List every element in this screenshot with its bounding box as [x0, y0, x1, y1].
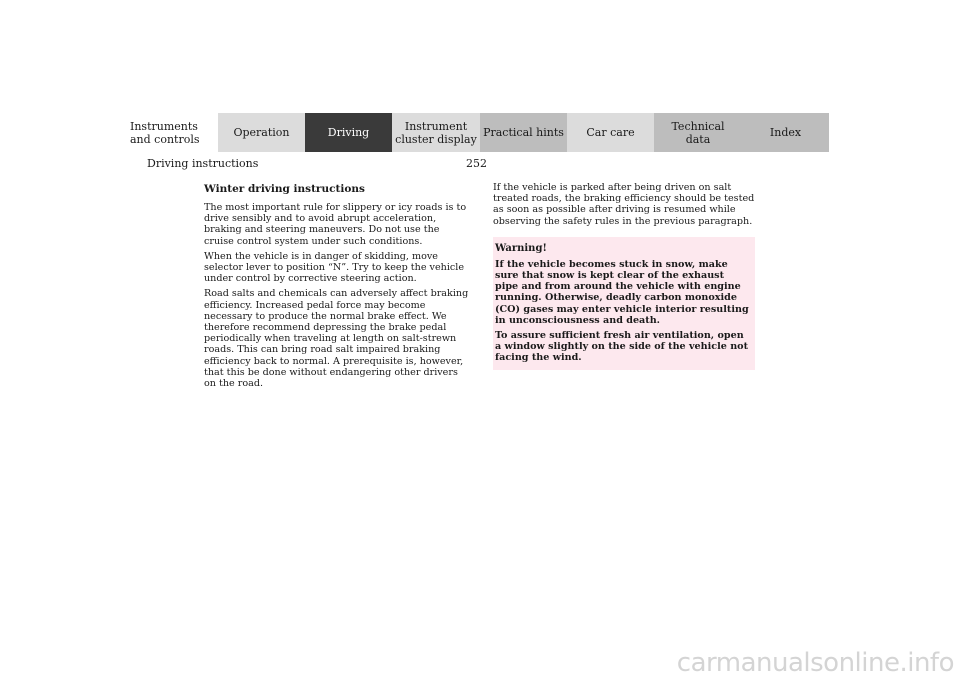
running-header-title: Driving instructions [147, 157, 259, 170]
tab-car-care[interactable]: Car care [567, 113, 654, 152]
page-number: 252 [466, 157, 487, 170]
site-watermark: carmanualsonline.info [676, 648, 954, 678]
paragraph-slippery-roads: The most important rule for slippery or icy roads is to drive sensibly and to avoid abrupt acceleration, braking and steering maneuvers. Do not use the cruise control system under such conditions. [204, 202, 467, 247]
paragraph-parked-vehicle: If the vehicle is parked after being driven on salt treated roads, the braking efficiency should be tested as soon as possible after driving is resumed while observing the safety rules in the previous paragraph. [493, 182, 755, 227]
section-nav-bar [130, 113, 829, 152]
warning-box [493, 237, 755, 370]
section-heading: Winter driving instructions [204, 183, 365, 195]
warning-text-snow: If the vehicle becomes stuck in snow, make sure that snow is kept clear of the exhaust pipe and from around the vehicle with engine running. Otherwise, deadly carbon monoxide (CO) gases may enter vehicle interior resulting in unconsciousness and death. [495, 258, 749, 326]
tab-operation[interactable]: Operation [218, 113, 305, 152]
warning-title: Warning! [495, 242, 547, 254]
tab-technical-data[interactable]: Technical data [654, 113, 742, 152]
right-column [493, 182, 755, 370]
warning-text-ventilation: To assure sufficient fresh air ventilation, open a window slightly on the side of the vehicle not facing the wind. [495, 330, 749, 364]
left-column [204, 182, 472, 393]
paragraph-skidding: When the vehicle is in danger of skidding, move selector lever to position “N”. Try to keep the vehicle under control by corrective steering action. [204, 250, 465, 285]
tab-instrument-cluster-display[interactable]: Instrument cluster display [392, 113, 480, 152]
tab-driving[interactable]: Driving [305, 113, 392, 152]
tab-index[interactable]: Index [742, 113, 829, 152]
tab-practical-hints[interactable]: Practical hints [480, 113, 567, 152]
tab-instruments-and-controls[interactable]: Instruments and controls [130, 119, 200, 146]
paragraph-road-salts: Road salts and chemicals can adversely affect braking efficiency. Increased pedal force may become necessary to produce the normal brake effect. We therefore recommend depressing the brake pedal periodically when traveling at length on salt-strewn roads. This can bring road salt impaired braking efficiency back to normal. A prerequisite is, however, that this be done without endangering other drivers on the road. [204, 288, 469, 390]
